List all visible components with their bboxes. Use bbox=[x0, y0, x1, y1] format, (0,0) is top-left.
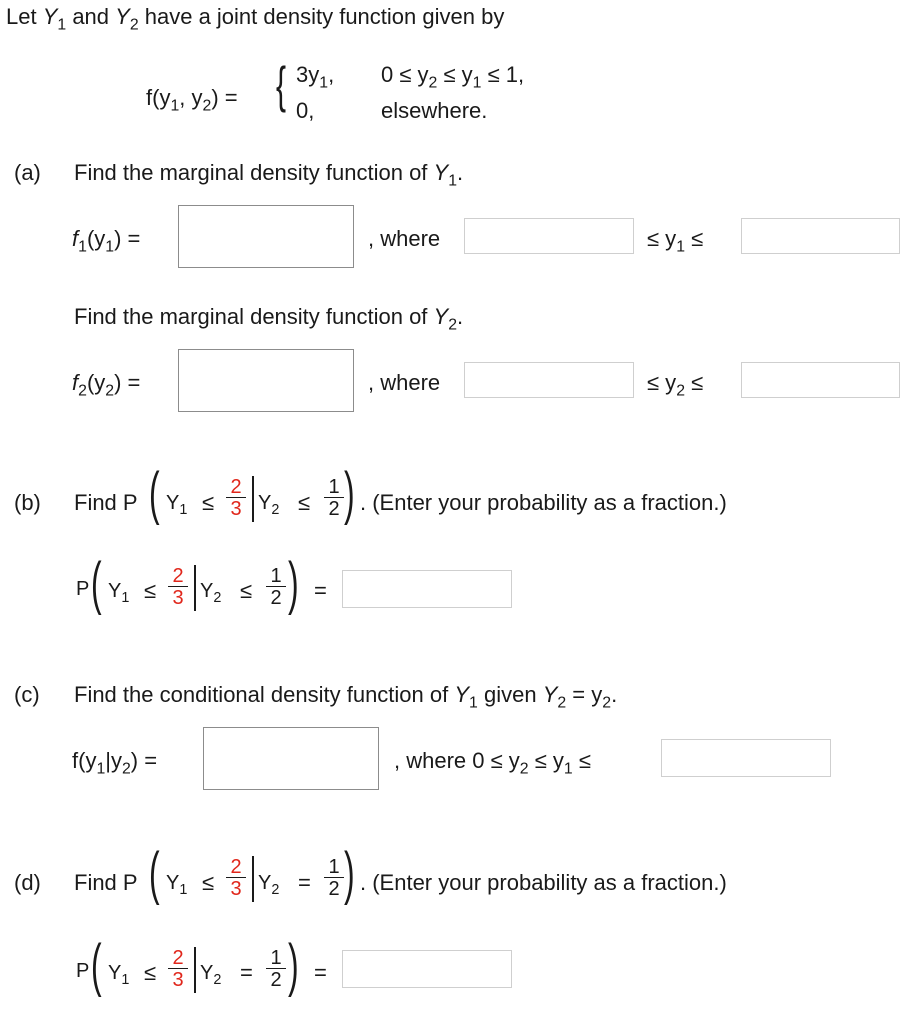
part-d-answer-given-bar bbox=[194, 947, 196, 993]
part-b-p: P bbox=[76, 578, 90, 600]
part-d-answer-y2: $Y_2$ bbox=[200, 962, 222, 989]
y2-lower-bound-input[interactable] bbox=[464, 362, 634, 398]
part-b-answer-open-paren: ( bbox=[91, 551, 102, 616]
part-b-answer-y2: $Y_2$ bbox=[200, 580, 222, 607]
f2-answer-input[interactable] bbox=[178, 349, 354, 412]
part-b-find: Find P bbox=[74, 490, 138, 515]
part-d-y2: $Y_2$ bbox=[258, 872, 280, 899]
part-d-answer-open-paren: ( bbox=[91, 933, 102, 998]
part-d-label: (d) bbox=[14, 870, 41, 895]
part-d-answer-eq2: = bbox=[240, 960, 253, 985]
f2-lhs: $f_2(y_2)$ = bbox=[72, 370, 141, 400]
left-brace: { bbox=[276, 57, 287, 113]
f1-answer-input[interactable] bbox=[178, 205, 354, 268]
conditional-where-label: , where $0 \le y_2 \le y_1$ ≤ bbox=[394, 748, 591, 778]
part-d-open-paren: ( bbox=[149, 841, 160, 906]
part-c-question: Find the conditional density function of $Y_1$ given $Y_2 = y_2$. bbox=[74, 682, 618, 712]
part-a-label: (a) bbox=[14, 160, 41, 185]
part-b-le2: ≤ bbox=[298, 490, 311, 515]
part-a-question-1: Find the marginal density function of $Y_1$. bbox=[74, 160, 464, 190]
part-b-fraction-1-2: $\frac{1}{2}$ bbox=[324, 477, 344, 519]
conditional-density-input[interactable] bbox=[203, 727, 379, 790]
part-b-equals: = bbox=[314, 578, 327, 603]
density-case2-condition: elsewhere. bbox=[381, 98, 488, 123]
part-d-note: . (Enter your probability as a fraction.) bbox=[360, 870, 727, 895]
part-b-answer-fraction-1-2: $\frac{1}{2}$ bbox=[266, 566, 286, 608]
part-b-answer-le: ≤ bbox=[144, 578, 157, 603]
f2-where-label: , where bbox=[368, 370, 441, 395]
f1-lhs: $f_1(y_1)$ = bbox=[72, 226, 141, 256]
part-d-answer-y1: $Y_1$ bbox=[108, 962, 130, 989]
y2-range-label: ≤ $y_2$ ≤ bbox=[647, 370, 704, 400]
part-b-y2: $Y_2$ bbox=[258, 492, 280, 519]
density-case2-value: 0, bbox=[296, 98, 315, 123]
part-d-fraction-2-3: $\frac{2}{3}$ bbox=[226, 857, 246, 899]
part-d-le: ≤ bbox=[202, 870, 215, 895]
part-b-y1: $Y_1$ bbox=[166, 492, 188, 519]
part-b-label: (b) bbox=[14, 490, 41, 515]
part-b-fraction-2-3: $\frac{2}{3}$ bbox=[226, 477, 246, 519]
part-b-answer-le2: ≤ bbox=[240, 578, 253, 603]
part-d-close-paren: ) bbox=[344, 841, 355, 906]
y1-lower-bound-input[interactable] bbox=[464, 218, 634, 254]
part-d-find: Find P bbox=[74, 870, 138, 895]
part-d-given-bar bbox=[252, 856, 254, 902]
f1-where-label: , where bbox=[368, 226, 441, 251]
conditional-upper-bound-input[interactable] bbox=[661, 739, 831, 777]
y1-range-label: ≤ $y_1$ ≤ bbox=[647, 226, 704, 256]
part-d-answer-input[interactable] bbox=[342, 950, 512, 988]
part-d-answer-fraction-2-3: $\frac{2}{3}$ bbox=[168, 948, 188, 990]
part-d-p: P bbox=[76, 960, 90, 982]
conditional-density-lhs: $f(y_1|y_2)$ = bbox=[72, 748, 158, 778]
part-b-answer-fraction-2-3: $\frac{2}{3}$ bbox=[168, 566, 188, 608]
part-d-fraction-1-2: $\frac{1}{2}$ bbox=[324, 857, 344, 899]
part-d-y1: $Y_1$ bbox=[166, 872, 188, 899]
part-b-answer-given-bar bbox=[194, 565, 196, 611]
part-d-answer-le: ≤ bbox=[144, 960, 157, 985]
part-b-open-paren: ( bbox=[149, 461, 160, 526]
part-d-answer-fraction-1-2: $\frac{1}{2}$ bbox=[266, 948, 286, 990]
part-b-answer-input[interactable] bbox=[342, 570, 512, 608]
density-lhs: $f(y_1$, $y_2$) = bbox=[146, 85, 238, 115]
part-b-close-paren: ) bbox=[344, 461, 355, 526]
density-case1-condition: $0 \le y_2 \le y_1 \le 1$, bbox=[381, 62, 525, 92]
intro-text: Let $Y_1$ and $Y_2$ have a joint density function given by bbox=[6, 4, 505, 34]
part-c-label: (c) bbox=[14, 682, 40, 707]
part-b-note: . (Enter your probability as a fraction.) bbox=[360, 490, 727, 515]
part-d-answer-close-paren: ) bbox=[288, 933, 299, 998]
part-a-question-2: Find the marginal density function of $Y_2$. bbox=[74, 304, 464, 334]
part-d-equals: = bbox=[314, 960, 327, 985]
part-b-answer-close-paren: ) bbox=[288, 551, 299, 616]
density-case1-value: $3y_1$, bbox=[296, 62, 335, 92]
y2-upper-bound-input[interactable] bbox=[741, 362, 900, 398]
part-b-le: ≤ bbox=[202, 490, 215, 515]
part-b-given-bar bbox=[252, 476, 254, 522]
y1-upper-bound-input[interactable] bbox=[741, 218, 900, 254]
part-d-eq2: = bbox=[298, 870, 311, 895]
part-b-answer-y1: $Y_1$ bbox=[108, 580, 130, 607]
